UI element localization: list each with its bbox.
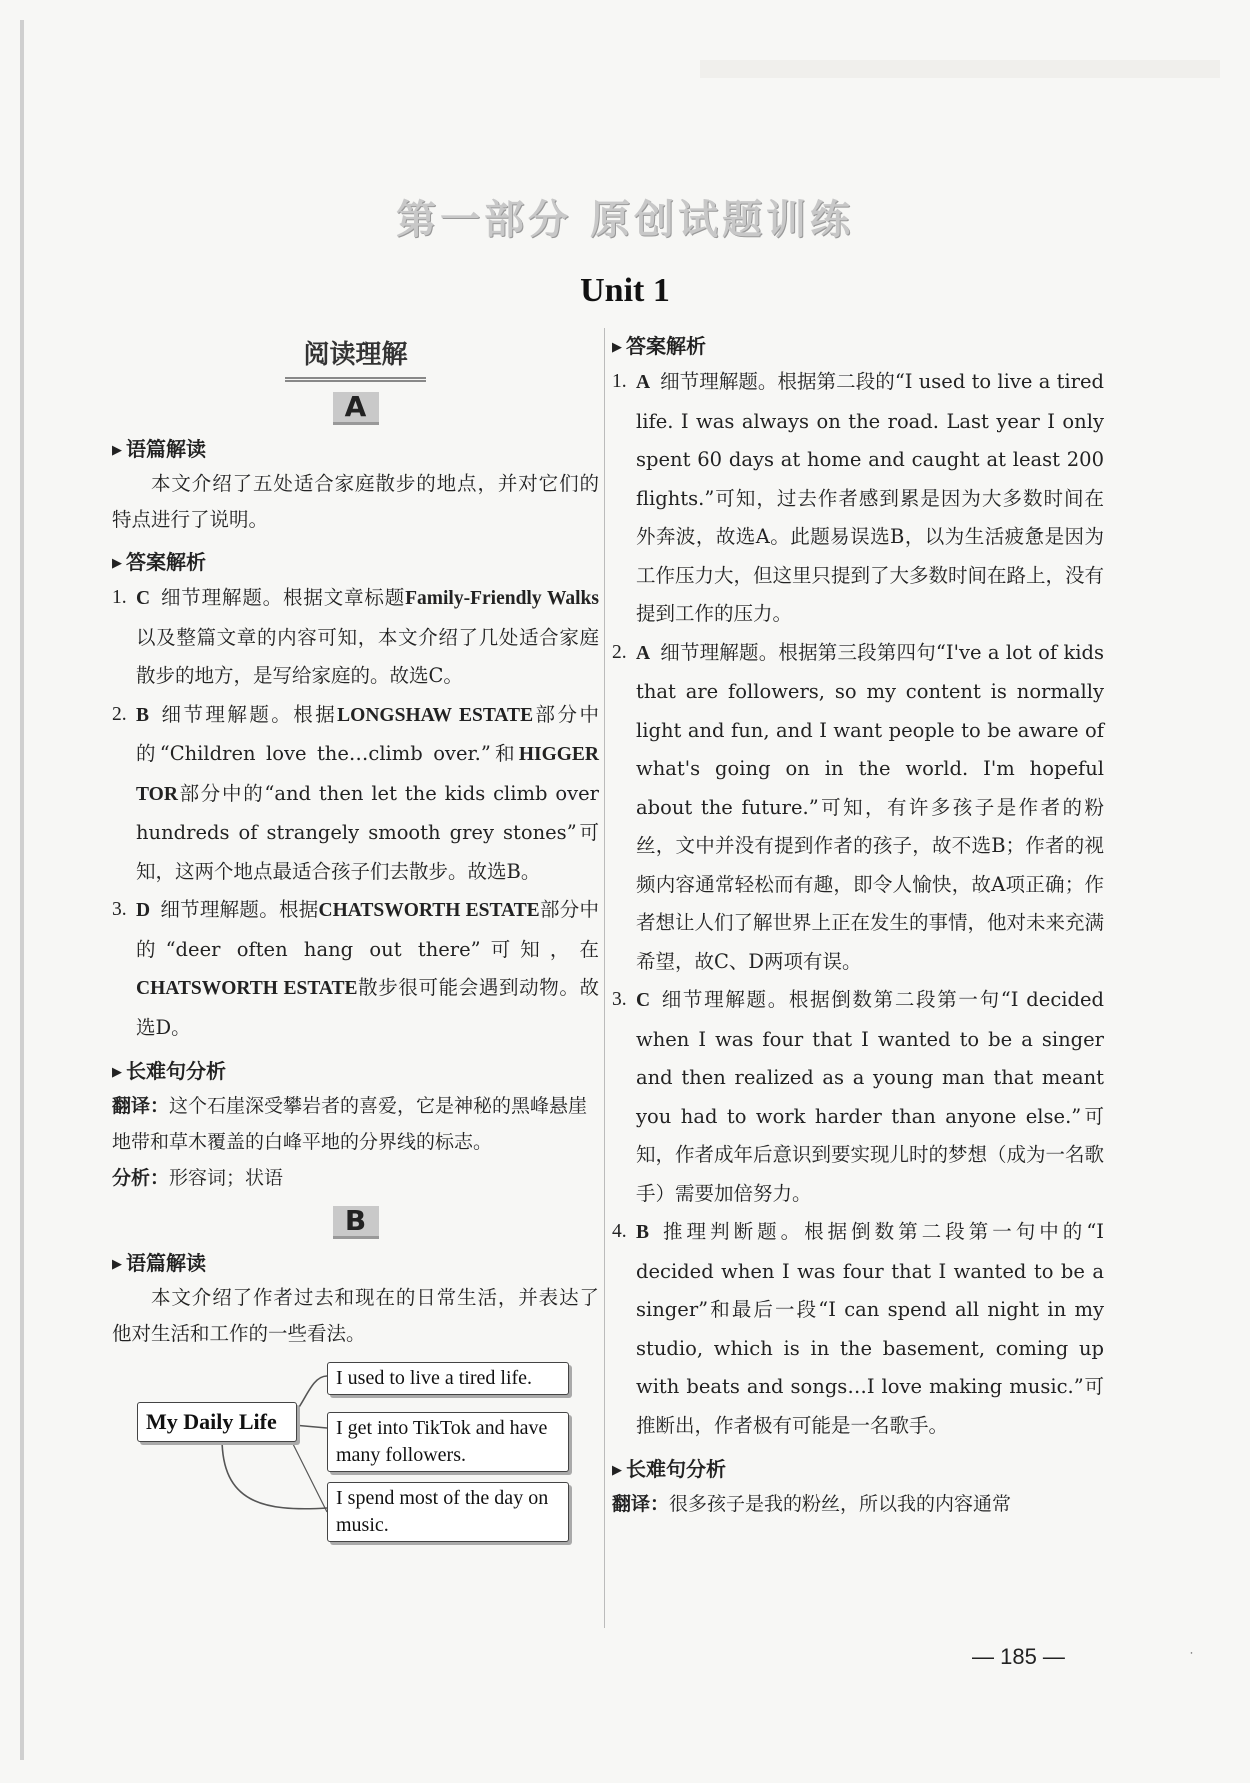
reading-summary-b: 本文介绍了作者过去和现在的日常生活，并表达了他对生活和工作的一些看法。 bbox=[112, 1286, 599, 1345]
bold-term: HIGGER TOR bbox=[136, 744, 599, 805]
passage-a-badge: A bbox=[333, 392, 379, 425]
answer-item-a2: 2. B 细节理解题。根据LONGSHAW ESTATE部分中的“Children love the…climb over.”和HIGGER TOR部分中的“and then let the kids climb over hundreds of strangely smooth grey stones”可知，这两个地点最适合孩子们去散步。故选B。 bbox=[112, 702, 599, 883]
unit-title: Unit 1 bbox=[580, 272, 670, 309]
answer-item-b2: 2. A 细节理解题。根据第三段第四句“I've a lot of kids that are followers, so my content is normally light and fun, and I want people to be aware of what's going on in the world. I'm hopeful about the future.”可知，有许多孩子是作者的粉丝，文中并没有提到作者的孩子，故不选B；作者的视频内容通常轻松而有趣，即令人愉快，故A项正确；作者想让人们了解世界上正在发生的事情，他对未来充满希望，故C、D两项有误。 bbox=[612, 640, 1105, 973]
bold-term: CHATSWORTH ESTATE bbox=[318, 900, 540, 921]
answer-item-b1: 1. A 细节理解题。根据第二段的“I used to live a tired life. I was always on the road. Last year I only spent 60 days at home and caught at least 200 flights.”可知，过去作者感到累是因为大多数时间在外奔波，故选A。此题易误选B，以为生活疲惫是因为工作压力大，但这里只提到了大多数时间在路上，没有提到工作的压力。 bbox=[612, 370, 1105, 625]
answers-header-b: ▶ 答案解析 bbox=[612, 330, 1104, 359]
page-number: — 185 — bbox=[972, 1644, 1065, 1669]
scan-mark: ˙ bbox=[1181, 1649, 1196, 1667]
answer-item-a3: 3. D 细节理解题。根据CHATSWORTH ESTATE部分中的“deer often hang out there”可知，在CHATSWORTH ESTATE散步很可能会遇到动物。故选D。 bbox=[112, 898, 599, 1039]
mind-map-root: My Daily Life bbox=[137, 1402, 297, 1442]
right-column bbox=[612, 322, 1104, 1522]
answer-item-a1: 1. C 细节理解题。根据文章标题Family-Friendly Walks以及整篇文章的内容可知，本文介绍了几处适合家庭散步的地方，是写给家庭的。故选C。 bbox=[112, 586, 599, 687]
translation-b: 翻译：很多孩子是我的粉丝，所以我的内容通常 bbox=[612, 1493, 1012, 1515]
mind-map-node: I get into TikTok and have many followers. bbox=[327, 1412, 569, 1472]
reading-header-b: ▶ 语篇解读 bbox=[112, 1247, 599, 1276]
part-title: 第一部分 原创试题训练 bbox=[396, 197, 854, 243]
answer-letter: B bbox=[136, 704, 150, 726]
mind-map bbox=[112, 1362, 599, 1562]
section-title: 阅读理解 bbox=[112, 334, 599, 382]
answers-header-a: ▶ 答案解析 bbox=[112, 546, 599, 575]
answer-item-b4: 4. B 推理判断题。根据倒数第二段第一句中的“I decided when I was four that I wanted to be a singer”和最后一段“I can spend all night in my studio, which is in the basement, coming up with beats and songs…I love making music.”可推断出，作者极有可能是一名歌手。 bbox=[612, 1220, 1104, 1437]
bold-term: CHATSWORTH ESTATE bbox=[136, 978, 358, 999]
left-column bbox=[112, 330, 599, 1562]
answer-letter: A bbox=[636, 642, 651, 664]
analysis-a: 分析：形容词；状语 bbox=[112, 1167, 284, 1189]
bold-term: Family-Friendly Walks bbox=[405, 588, 599, 609]
reading-header-a: ▶ 语篇解读 bbox=[112, 433, 599, 462]
faint-header-band bbox=[700, 60, 1220, 78]
answer-item-b3: 3. C 细节理解题。根据倒数第二段第一句“I decided when I was four that I wanted to be a singer and then realized as a young man that meant you had to work harder than anyone else.”可知，作者成年后意识到要实现儿时的梦想（成为一名歌手）需要加倍努力。 bbox=[612, 988, 1105, 1205]
mind-map-node: I used to live a tired life. bbox=[327, 1362, 569, 1395]
answer-letter: B bbox=[636, 1222, 650, 1243]
passage-b-badge: B bbox=[333, 1206, 379, 1239]
answer-letter: C bbox=[636, 990, 651, 1011]
column-divider bbox=[604, 328, 605, 1628]
long-sentence-header-b: ▶ 长难句分析 bbox=[612, 1453, 1104, 1482]
mind-map-node: I spend most of the day on music. bbox=[327, 1482, 569, 1542]
answer-letter: C bbox=[136, 588, 151, 609]
long-sentence-header-a: ▶ 长难句分析 bbox=[112, 1055, 599, 1084]
answer-letter: A bbox=[636, 372, 651, 393]
reading-summary-a: 本文介绍了五处适合家庭散步的地点，并对它们的特点进行了说明。 bbox=[112, 472, 599, 531]
translation-a: 翻译：这个石崖深受攀岩者的喜爱，它是神秘的黑峰悬崖地带和草木覆盖的白峰平地的分界线的标志。 bbox=[112, 1095, 588, 1153]
bold-term: LONGSHAW ESTATE bbox=[337, 704, 534, 726]
answer-letter: D bbox=[136, 900, 151, 921]
